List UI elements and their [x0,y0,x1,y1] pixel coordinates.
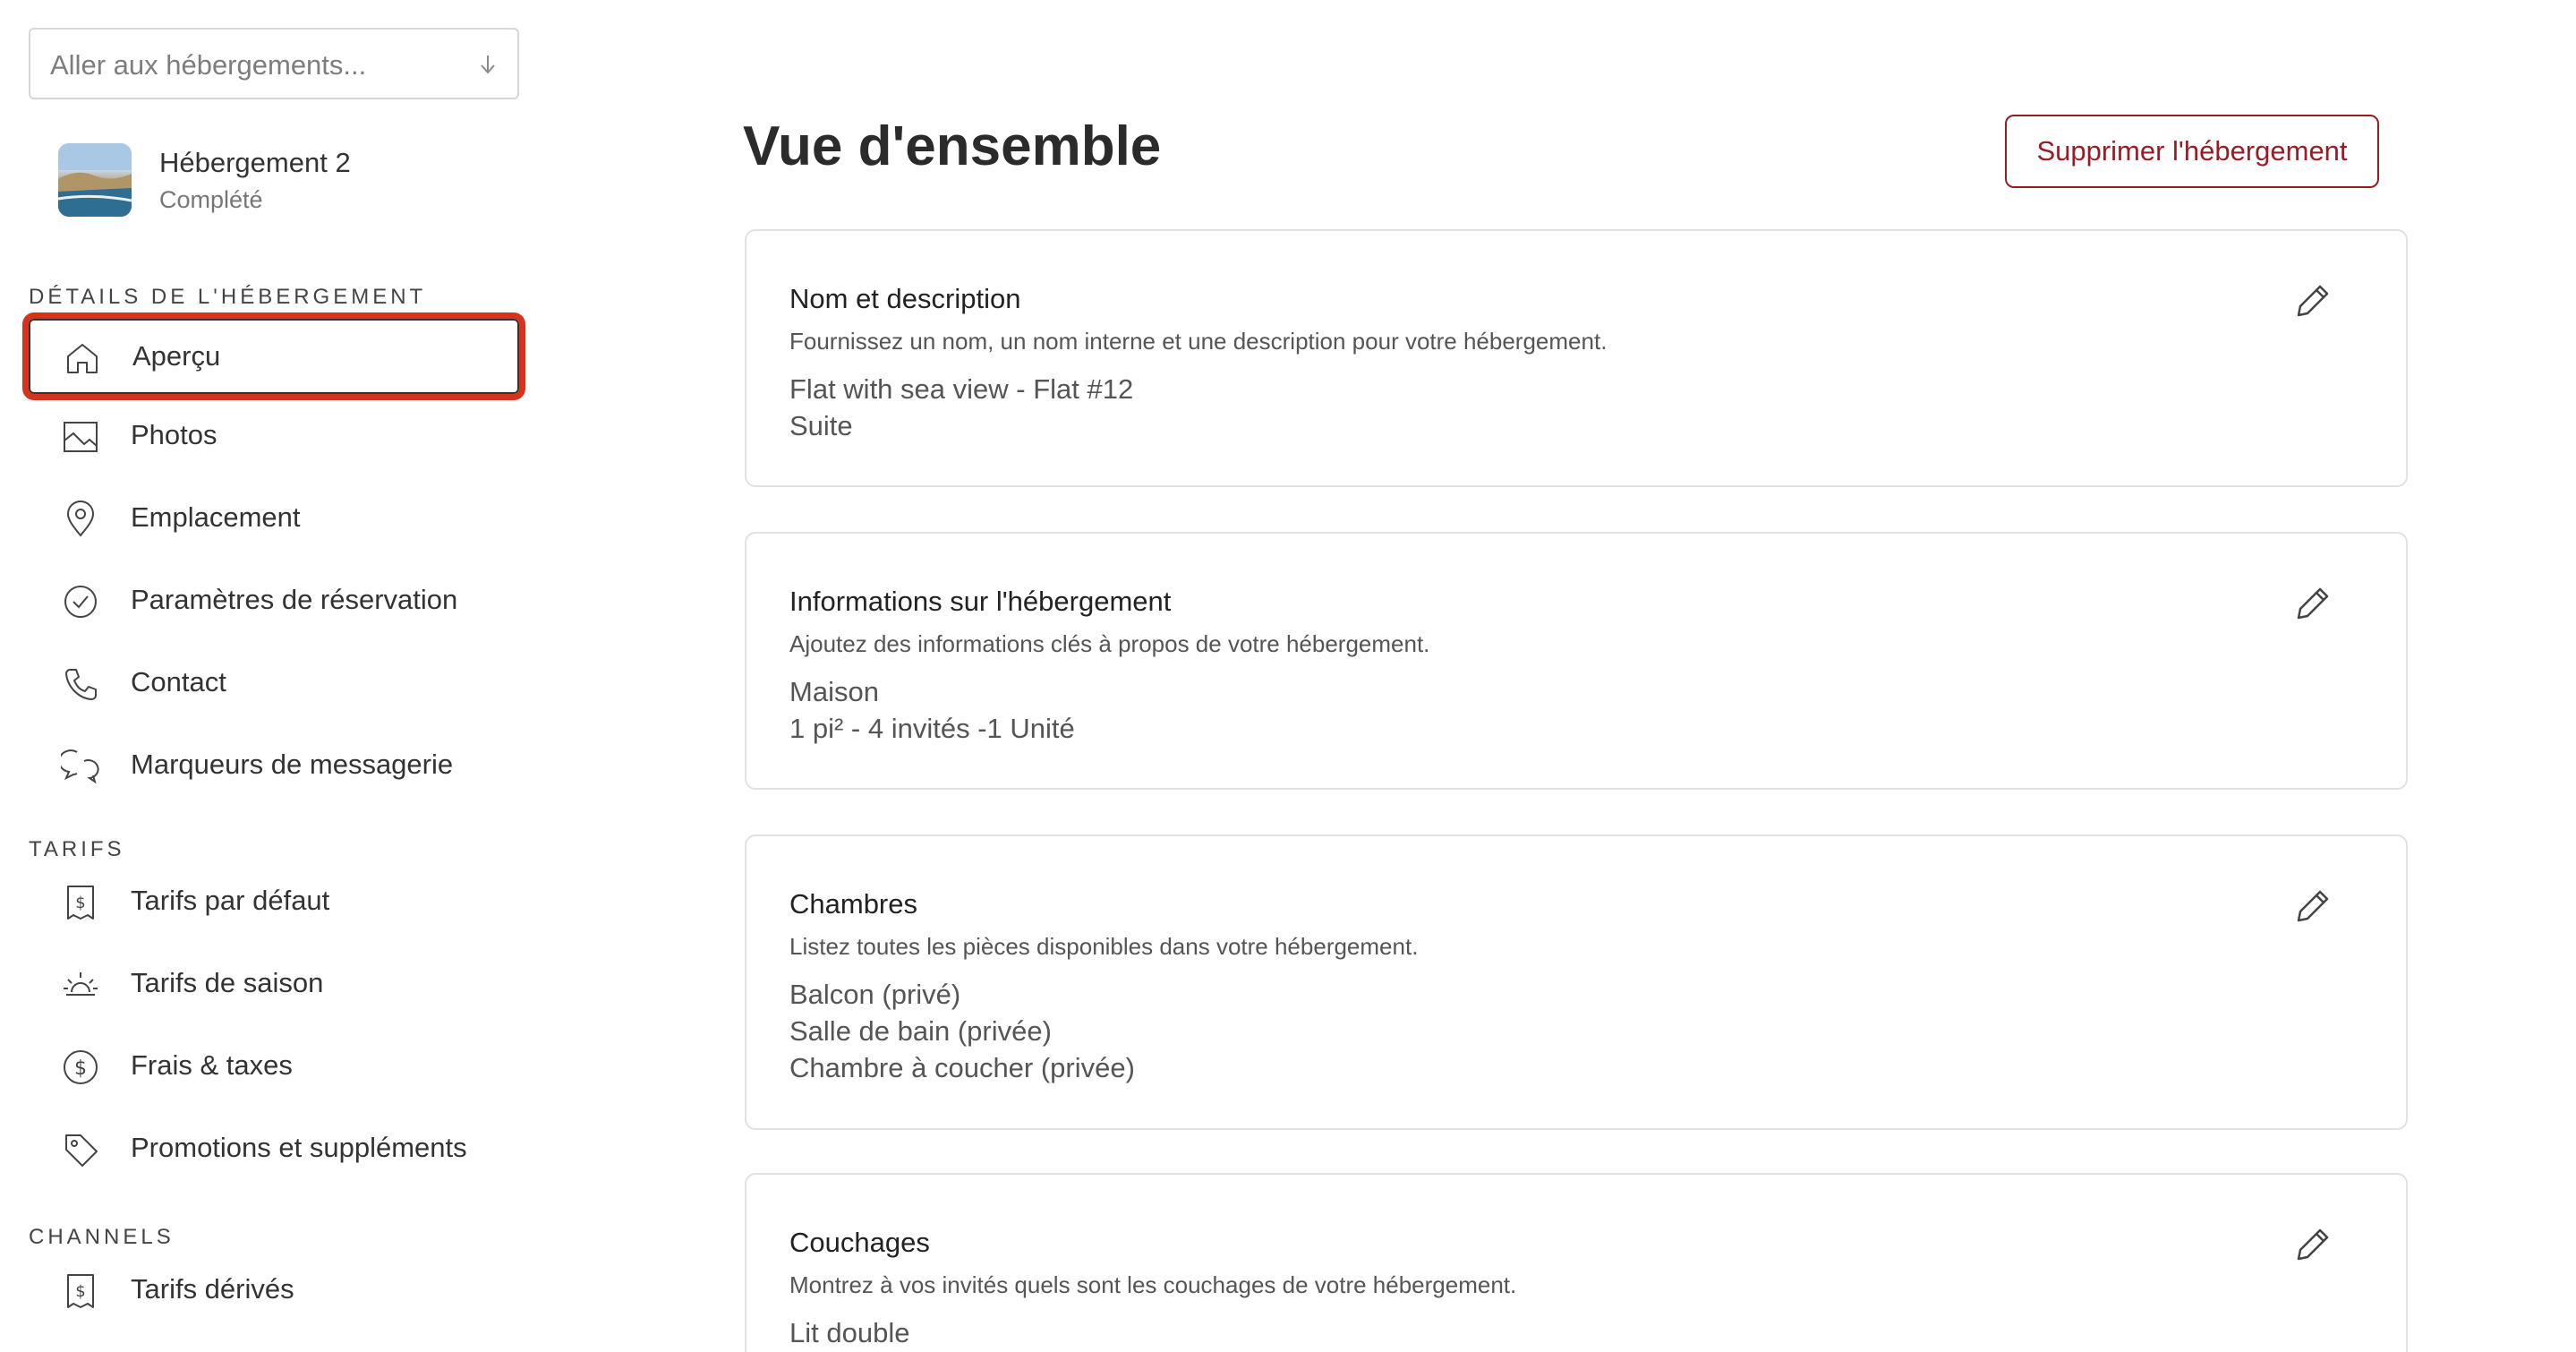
svg-text:$: $ [75,894,86,912]
edit-button[interactable] [2291,582,2334,625]
nav-label: Tarifs par défaut [131,885,330,916]
tag-icon [61,1130,100,1169]
chat-bubbles-icon [61,747,100,786]
card-value: Lit double [789,1317,910,1348]
card-value: 1 pi² - 4 invités -1 Unité [789,713,1075,744]
card-sleeping-arrangements [745,1173,2408,1352]
pencil-icon [2291,582,2334,625]
dollar-circle-icon [61,1048,100,1087]
card-value: Salle de bain (privée) [789,1015,1052,1047]
property-status: Complété [159,186,263,213]
nav-label: Marqueurs de messagerie [131,749,454,780]
nav-label: Aperçu [132,340,221,372]
nav-item-marqueurs-messagerie[interactable] [29,729,519,804]
card-description: Listez toutes les pièces disponibles dans votre hébergement. [789,933,1419,960]
nav-item-parametres-reservation[interactable] [29,564,519,639]
nav-item-tarifs-saison[interactable] [29,947,519,1023]
nav-label: Tarifs dérivés [131,1273,294,1305]
nav-label: Emplacement [131,501,301,533]
arrow-down-icon [478,53,498,76]
section-title-tarifs: TARIFS [29,837,125,861]
section-title-channels: CHANNELS [29,1225,175,1249]
edit-button[interactable] [2291,279,2334,322]
edit-button[interactable] [2291,885,2334,928]
card-value: Flat with sea view - Flat #12 [789,373,1134,405]
card-description: Fournissez un nom, un nom interne et une description pour votre hébergement. [789,328,1608,355]
card-name-description [745,229,2408,487]
nav-label: Tarifs de saison [131,967,324,998]
section-title-details: DÉTAILS DE L'HÉBERGEMENT [29,285,427,309]
price-tag-dollar-icon [61,883,100,922]
property-thumbnail [58,143,132,217]
phone-icon [61,664,100,704]
delete-property-button[interactable]: Supprimer l'hébergement [2005,115,2379,188]
pencil-icon [2291,279,2334,322]
nav-item-promotions-supplements[interactable] [29,1112,519,1187]
card-values [789,371,1133,444]
edit-button[interactable] [2291,1223,2334,1266]
card-title: Chambres [789,888,917,920]
check-circle-icon [61,582,100,621]
pencil-icon [2291,1223,2334,1266]
nav-item-tarifs-derives[interactable] [29,1254,519,1329]
current-property[interactable] [58,143,506,224]
nav-label: Promotions et suppléments [131,1132,467,1163]
location-pin-icon [61,500,100,539]
nav-item-apercu[interactable] [29,319,519,394]
nav-item-frais-taxes[interactable] [29,1030,519,1105]
svg-text:$: $ [75,1282,86,1301]
property-jump-select[interactable] [29,28,519,99]
nav-label: Frais & taxes [131,1049,293,1081]
card-values [789,673,1075,747]
card-values [789,976,1135,1086]
home-icon [63,338,102,378]
card-title: Nom et description [789,283,1021,314]
nav-item-emplacement[interactable] [29,482,519,557]
card-value: Balcon (privé) [789,979,961,1010]
page-title: Vue d'ensemble [743,116,1162,177]
card-values [789,1314,909,1351]
nav-label: Contact [131,666,226,697]
svg-text:$: $ [74,1057,87,1080]
card-description: Montrez à vos invités quels sont les couchages de votre hébergement. [789,1271,1517,1298]
nav-label: Paramètres de réservation [131,584,458,615]
nav-item-tarifs-defaut[interactable] [29,865,519,940]
card-value: Suite [789,410,853,441]
nav-item-photos[interactable] [29,399,519,475]
card-description: Ajoutez des informations clés à propos de votre hébergement. [789,630,1430,657]
card-rooms [745,834,2408,1130]
card-title: Couchages [789,1227,930,1258]
pencil-icon [2291,885,2334,928]
card-value: Chambre à coucher (privée) [789,1052,1135,1083]
price-tag-dollar-icon [61,1271,100,1311]
card-value: Maison [789,676,879,707]
property-name: Hébergement 2 [159,147,351,178]
sidebar [0,0,537,1352]
card-property-information [745,532,2408,790]
sun-icon [61,965,100,1005]
nav-label: Photos [131,419,218,450]
property-jump-placeholder: Aller aux hébergements... [50,49,367,81]
nav-item-contact[interactable] [29,646,519,722]
card-title: Informations sur l'hébergement [789,586,1172,617]
image-icon [61,417,100,457]
